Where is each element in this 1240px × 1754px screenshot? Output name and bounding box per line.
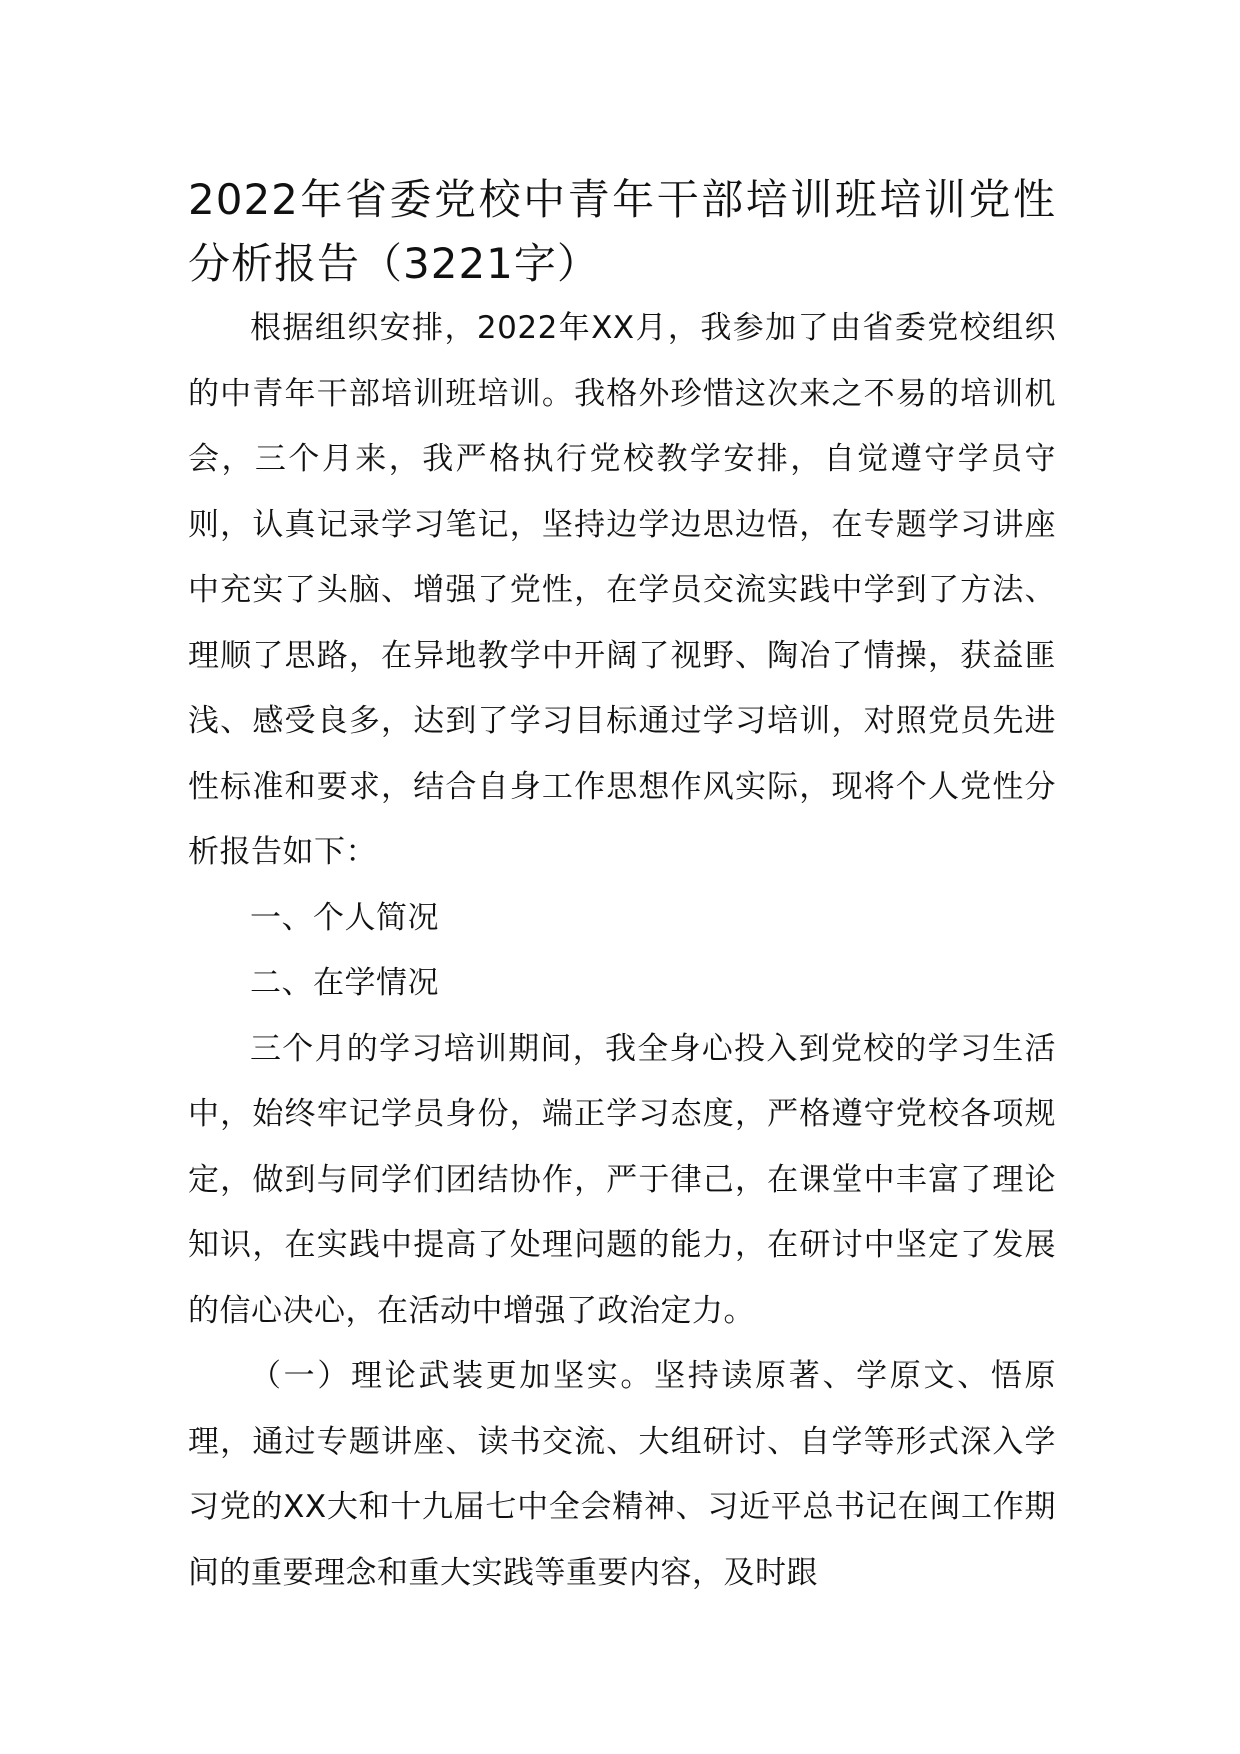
paragraph-intro: 根据组织安排，2022年XX月，我参加了由省委党校组织的中青年干部培训班培训。我格外珍惜这次来之不易的培训机会，三个月来，我严格执行党校教学安排，自觉遵守学员守则，认真记录学习笔记，坚持边学边思边悟，在专题学习讲座中充实了头脑、增强了党性，在学员交流实践中学到了方法、理顺了思路，在异地教学中开阔了视野、陶冶了情操，获益匪浅、感受良多，达到了学习目标通过学习培训，对照党员先进性标准和要求，结合自身工作思想作风实际，现将个人党性分析报告如下：	[188, 310, 1056, 870]
section-heading-study-situation: 二、在学情况	[250, 965, 439, 1001]
section-heading-personal-profile: 一、个人简况	[250, 899, 439, 936]
paragraph-study-summary: 三个月的学习培训期间，我全身心投入到党校的学习生活中，始终牢记学员身份，端正学习态度，严格遵守党校各项规定，做到与同学们团结协作，严于律己，在课堂中丰富了理论知识，在实践中提高了处理问题的能力，在研讨中坚定了发展的信心决心，在活动中增强了政治定力。	[188, 1030, 1056, 1329]
document-title: 2022年省委党校中青年干部培训班培训党性分析报告（3221字）	[188, 175, 1056, 288]
document-body	[188, 168, 1056, 1606]
paragraph-theory: （一）理论武装更加坚实。坚持读原著、学原文、悟原理，通过专题讲座、读书交流、大组研讨、自学等形式深入学习党的XX大和十九届七中全会精神、习近平总书记在闽工作期间的重要理念和重大实践等重要内容，及时跟	[188, 1358, 1056, 1591]
